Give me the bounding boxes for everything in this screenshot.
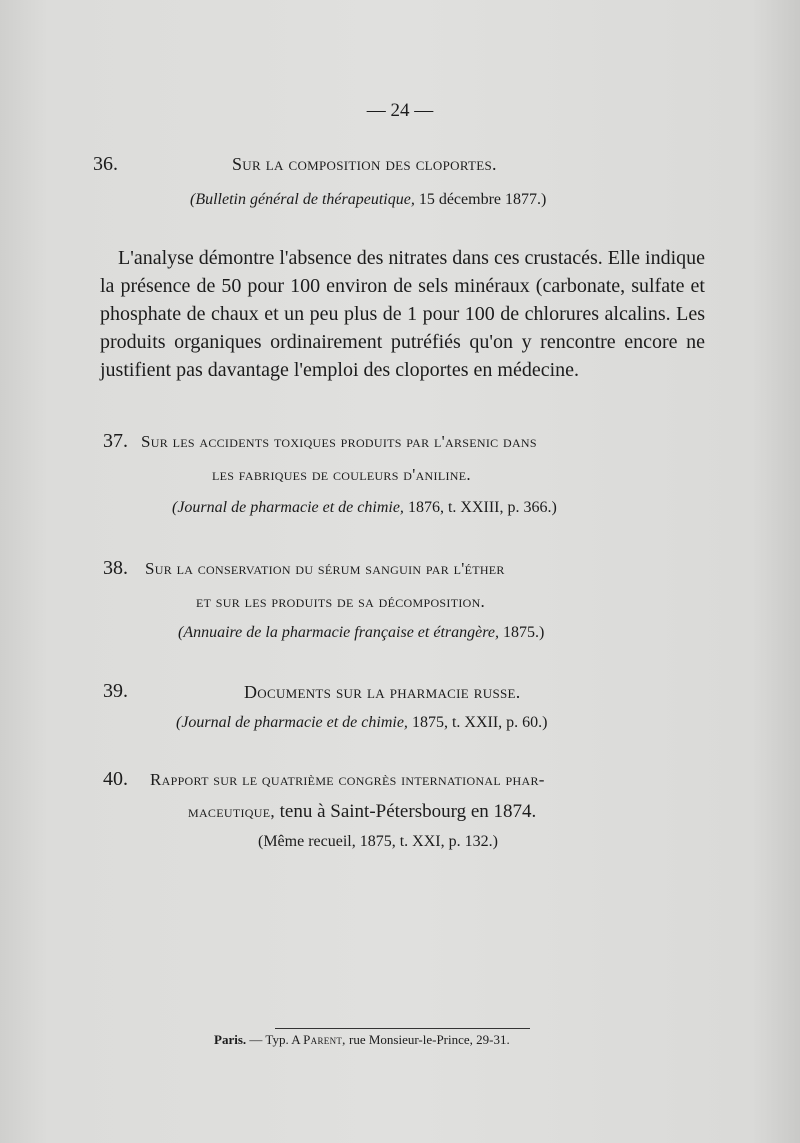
- entry-36-body-text: L'analyse démontre l'absence des nitrates dans ces crustacés. Elle indique la présence de 50 pour 100 environ de sels minéraux (carbonate, sulfate et phosphate de chaux et un peu plus de 1 pour 100 de chlorures alcalins. Les produits organiques ordinairement putréfiés qu'on y rencontre encore ne justifient pas davantage l'emploi des cloportes en médecine.: [100, 247, 705, 381]
- entry-39-citation-ref: 1875, t. XXII, p. 60.): [407, 714, 548, 731]
- imprint-city: Paris.: [214, 1032, 247, 1047]
- entry-38-title-line1: Sur la conservation du sérum sanguin par l'éther: [145, 559, 505, 578]
- entry-40-title-line2-rest: tenu à Saint-Pétersbourg en 1874.: [274, 801, 537, 822]
- entry-36-number: 36.: [93, 153, 118, 175]
- entry-38-citation-source: (Annuaire de la pharmacie française et étrangère,: [178, 624, 499, 641]
- entry-37-citation-ref: 1876, t. XXIII, p. 366.): [403, 499, 557, 516]
- imprint-dash: —: [246, 1032, 266, 1047]
- entry-40-title-line2: [188, 801, 536, 823]
- entry-38-citation: [178, 624, 544, 642]
- entry-40-title-line2-start: maceutique,: [188, 802, 275, 821]
- entry-36-body: [100, 244, 705, 384]
- entry-37-title-line2: les fabriques de couleurs d'aniline.: [212, 465, 471, 484]
- entry-38-title-line2: et sur les produits de sa décomposition.: [196, 592, 486, 611]
- imprint-printer: Parent,: [303, 1032, 346, 1047]
- imprint-typ: Typ. A: [265, 1032, 304, 1047]
- entry-37-number: 37.: [103, 430, 128, 452]
- entry-39-number: 39.: [103, 680, 128, 702]
- entry-38-number: 38.: [103, 557, 128, 579]
- printer-imprint: [214, 1032, 510, 1048]
- entry-36-citation-source: (Bulletin général de thérapeutique,: [190, 191, 415, 208]
- entry-36-citation-date: 15 décembre 1877.): [414, 191, 547, 208]
- entry-39-title: Documents sur la pharmacie russe.: [244, 682, 521, 702]
- entry-40-title-line1: Rapport sur le quatrième congrès international phar-: [150, 770, 545, 789]
- entry-37-citation: [172, 499, 557, 517]
- entry-36-title: Sur la composition des cloportes.: [232, 154, 497, 174]
- entry-36-citation: [190, 191, 546, 209]
- imprint-address: rue Monsieur-le-Prince, 29-31.: [345, 1032, 510, 1047]
- entry-38-citation-year: 1875.): [498, 624, 545, 641]
- entry-40-citation: (Même recueil, 1875, t. XXI, p. 132.): [258, 833, 498, 850]
- page-number: — 24 —: [366, 100, 434, 121]
- entry-37-citation-source: (Journal de pharmacie et de chimie,: [172, 499, 404, 516]
- footer-rule: [275, 1028, 530, 1029]
- entry-40-number: 40.: [103, 768, 128, 790]
- entry-39-citation: [176, 714, 547, 732]
- entry-37-title-line1: Sur les accidents toxiques produits par l'arsenic dans: [141, 432, 537, 451]
- entry-39-citation-source: (Journal de pharmacie et de chimie,: [176, 714, 408, 731]
